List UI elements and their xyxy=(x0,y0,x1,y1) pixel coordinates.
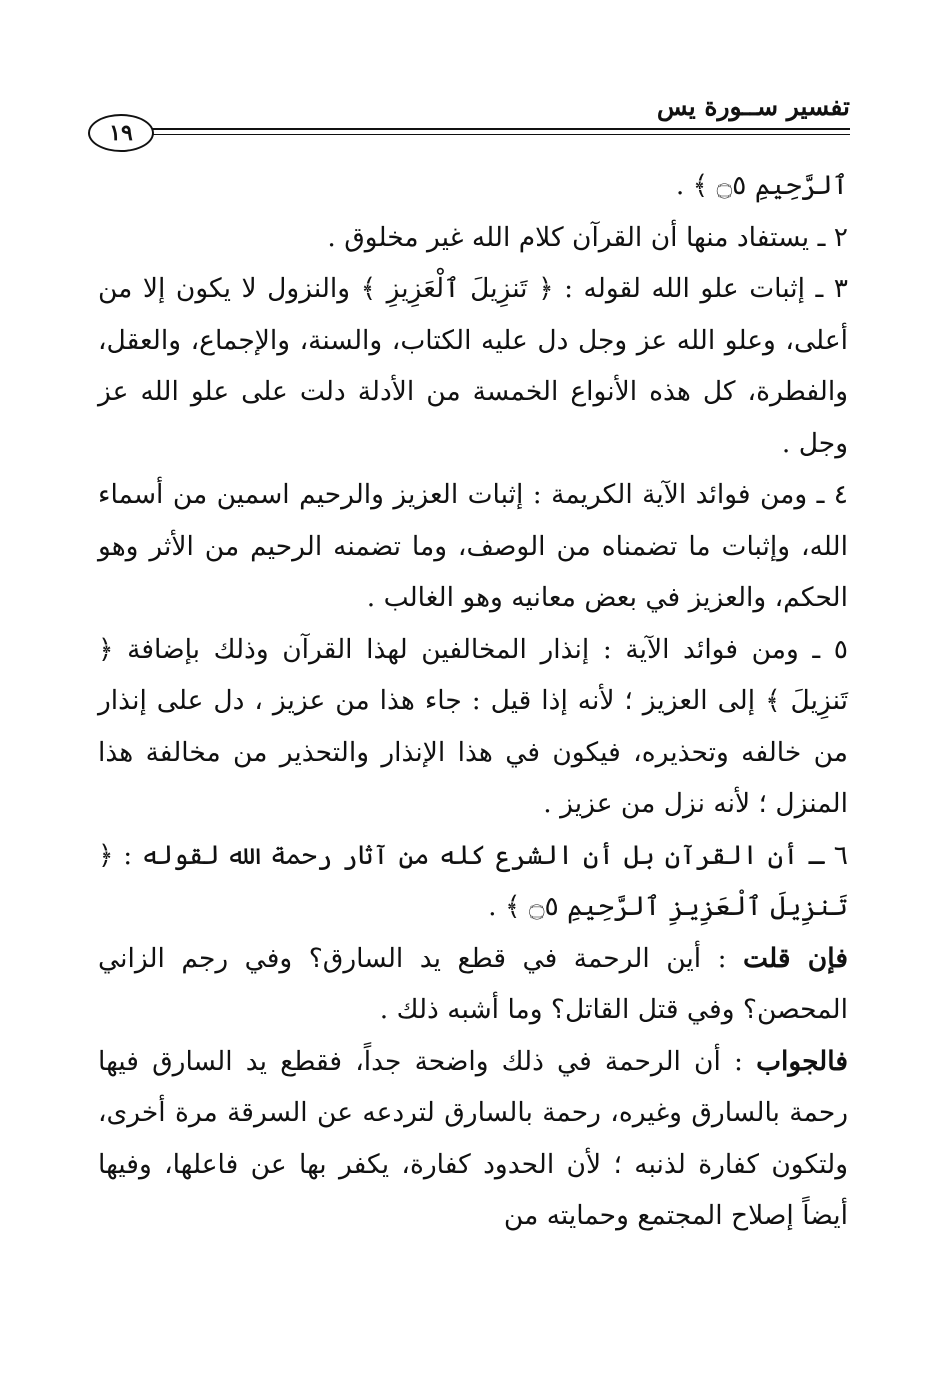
paragraph-benefit-3: ٣ ـ إثبات علو الله لقوله : ﴿ تَنزِيلَ ٱلْعَزِيزِ ﴾ والنزول لا يكون إلا من أعلى، وعلو الله عز وجل دل عليه الكتاب، والسنة، والإجماع، والعقل، والفطرة، كل هذه الأنواع الخمسة من الأدلة دلت على علو الله عز وجل . xyxy=(98,273,848,459)
answer-text: : أن الرحمة في ذلك واضحة جداً، فقطع يد السارق فيها رحمة بالسارق وغيره، رحمة بالسارق لتردعه عن السرقة مرة أخرى، ولتكون كفارة لذنبه ؛ لأن الحدود كفارة، يكفر بها عن فاعلها، وفيها أيضاً إصلاح المجتمع وحمايته من xyxy=(98,1045,848,1231)
paragraph-answer xyxy=(98,1036,848,1242)
header-rule-thin xyxy=(150,134,850,135)
paragraph-benefit-2: ٢ ـ يستفاد منها أن القرآن كلام الله غير مخلوق . xyxy=(327,221,848,253)
paragraph-question xyxy=(98,933,848,1036)
paragraph-benefit-5: ٥ ـ ومن فوائد الآية : إنذار المخالفين لهذا القرآن وذلك بإضافة ﴿ تَنزِيلَ ﴾ إلى العزيز ؛ لأنه إذا قيل : جاء هذا من عزيز ، دل على إنذار من خالفه وتحذيره، فيكون في هذا الإنذار والتحذير من مخالفة هذا المنزل ؛ لأنه نزل من عزيز . xyxy=(98,633,848,819)
header-rule xyxy=(146,128,850,130)
paragraph-benefit-4: ٤ ـ ومن فوائد الآية الكريمة : إثبات العزيز والرحيم اسمين من أسماء الله، وإثبات ما تضمناه من الوصف، وما تضمنه الرحيم من الأثر وهو الحكم، والعزيز في بعض معانيه وهو الغالب . xyxy=(98,479,848,613)
question-text: : أين الرحمة في قطع يد السارق؟ وفي رجم الزاني المحصن؟ وفي قتل القاتل؟ وما أشبه ذلك . xyxy=(98,942,848,1025)
running-title: تفسير ســورة يس xyxy=(649,92,850,121)
paragraph-benefit-6: ٦ ـ أن القرآن بل أن الشرع كله من آثار رحمة الله لقوله : ﴿ تَنزِيلَ ٱلْعَزِيزِ ٱلرَّحِيمِ ۝٥ ﴾ . xyxy=(98,839,848,922)
question-lead: فإن قلت xyxy=(743,942,848,974)
page-number: ١٩ xyxy=(88,114,154,152)
page-header xyxy=(88,92,850,152)
paragraph-verse-end: ٱلرَّحِيمِ ۝٥ ﴾ . xyxy=(675,170,848,201)
page-body xyxy=(98,160,848,1242)
answer-lead: فالجواب xyxy=(756,1045,848,1077)
